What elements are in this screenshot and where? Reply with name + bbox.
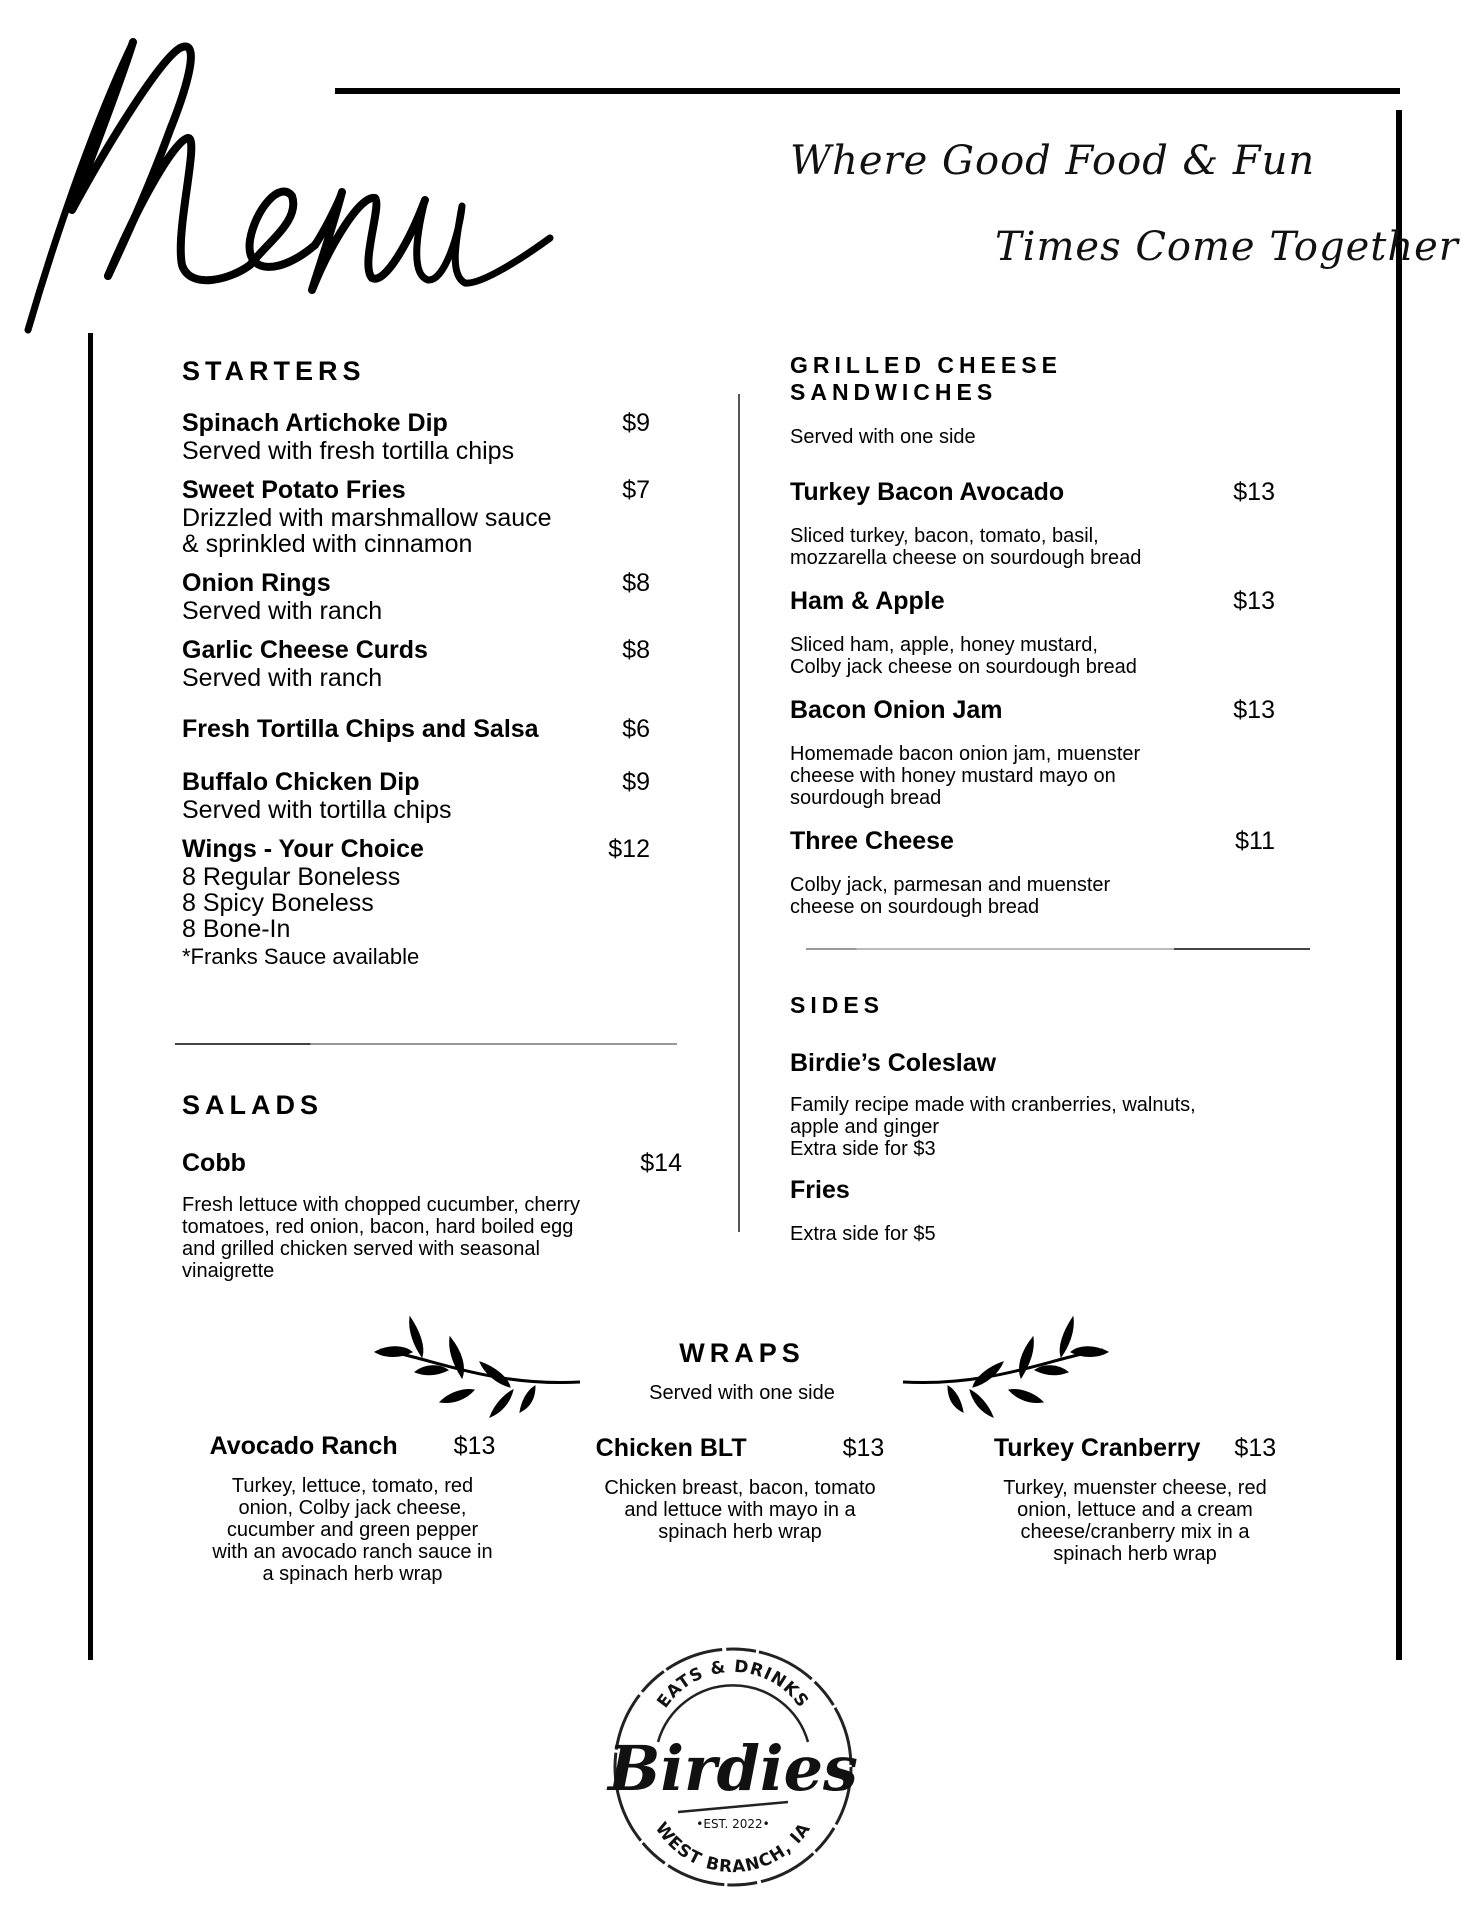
grilled-cheese-section — [790, 352, 1275, 936]
item-price: $9 — [622, 768, 650, 796]
item-description: Served with ranch — [182, 597, 383, 625]
menu-item — [790, 587, 1275, 678]
item-name: Bacon Onion Jam — [790, 696, 1003, 724]
wraps-subtitle: Served with one side — [649, 1382, 835, 1404]
item-option: 8 Spicy Boneless — [182, 889, 374, 917]
logo-top-arc: EATS & DRINKS — [653, 1656, 813, 1712]
item-description: onion, lettuce and a cream — [1017, 1499, 1253, 1521]
item-name: Garlic Cheese Curds — [182, 636, 428, 664]
item-price: $13 — [1233, 478, 1275, 506]
item-description: Sliced ham, apple, honey mustard, — [790, 634, 1098, 656]
tagline-line-2: Times Come Together — [995, 224, 1459, 270]
item-description: Colby jack, parmesan and muenster — [790, 874, 1111, 896]
item-description: Drizzled with marshmallow sauce — [182, 504, 552, 532]
item-name: Fresh Tortilla Chips and Salsa — [182, 715, 539, 743]
item-name: Fries — [790, 1176, 850, 1204]
item-price: $14 — [640, 1149, 682, 1177]
item-description: Fresh lettuce with chopped cucumber, cherry — [182, 1194, 580, 1216]
item-price: $13 — [1233, 696, 1275, 724]
item-description: vinaigrette — [182, 1260, 275, 1282]
tagline-line-1: Where Good Food & Fun — [790, 138, 1316, 184]
item-description: Chicken breast, bacon, tomato — [604, 1477, 876, 1499]
item-description: Served with tortilla chips — [182, 796, 452, 824]
item-description: cheese/cranberry mix in a — [1020, 1521, 1250, 1543]
item-description: spinach herb wrap — [1053, 1543, 1217, 1565]
item-description: with an avocado ranch sauce in — [212, 1541, 493, 1563]
item-name: Turkey Cranberry — [993, 1434, 1201, 1462]
grilled-cheese-heading: GRILLED CHEESE SANDWICHES — [790, 352, 1062, 405]
frame-left-line — [88, 333, 93, 1660]
item-name: Avocado Ranch — [209, 1432, 398, 1460]
frame-right-line — [1396, 110, 1402, 1660]
salads-heading: SALADS — [182, 1090, 324, 1120]
item-price: $6 — [622, 715, 650, 743]
item-description: and lettuce with mayo in a — [624, 1499, 856, 1521]
item-description: Served with fresh tortilla chips — [182, 437, 515, 465]
item-description: mozzarella cheese on sourdough bread — [790, 547, 1142, 569]
item-description: & sprinkled with cinnamon — [182, 530, 473, 558]
item-description: Homemade bacon onion jam, muenster — [790, 743, 1141, 765]
item-description: cucumber and green pepper — [226, 1519, 479, 1541]
leaf-branch-right-icon — [888, 1312, 1113, 1422]
starters-heading: STARTERS — [182, 356, 366, 386]
item-description: Extra side for $5 — [790, 1223, 936, 1245]
item-name: Three Cheese — [790, 827, 954, 855]
item-price: $9 — [622, 409, 650, 437]
item-description: Turkey, lettuce, tomato, red — [231, 1475, 474, 1497]
item-price: $8 — [622, 569, 650, 597]
item-name: Birdie’s Coleslaw — [790, 1049, 997, 1077]
item-name: Ham & Apple — [790, 587, 945, 615]
menu-item — [790, 478, 1275, 569]
item-description: Colby jack cheese on sourdough bread — [790, 656, 1137, 678]
item-price: $13 — [453, 1432, 496, 1460]
menu-item — [790, 827, 1275, 918]
logo-established: •EST. 2022• — [696, 1817, 770, 1831]
item-description: apple and ginger — [790, 1116, 940, 1138]
item-description: a spinach herb wrap — [262, 1563, 443, 1585]
item-name: Onion Rings — [182, 569, 331, 597]
item-price: $13 — [1233, 587, 1275, 615]
item-description: spinach herb wrap — [658, 1521, 822, 1543]
logo-bottom-arc: WEST BRANCH, IA — [650, 1818, 816, 1878]
item-description: cheese with honey mustard mayo on — [790, 765, 1116, 787]
sides-heading: SIDES — [790, 992, 885, 1018]
item-option: 8 Bone-In — [182, 915, 291, 943]
menu-item — [182, 409, 650, 464]
salads-section — [182, 1090, 682, 1282]
item-name: Cobb — [182, 1149, 246, 1177]
item-name: Buffalo Chicken Dip — [182, 768, 420, 796]
item-description: Turkey, muenster cheese, red — [1003, 1477, 1267, 1499]
menu-item — [182, 636, 650, 691]
item-name: Sweet Potato Fries — [182, 476, 406, 504]
divider-left — [175, 1043, 677, 1045]
menu-item — [182, 835, 650, 968]
item-description: cheese on sourdough bread — [790, 896, 1040, 918]
menu-item — [790, 696, 1275, 809]
item-description: sourdough bread — [790, 787, 942, 809]
menu-item — [182, 569, 650, 624]
item-description: Served with ranch — [182, 664, 383, 692]
item-price: $13 — [842, 1434, 885, 1462]
menu-item — [182, 768, 650, 823]
item-description: tomatoes, red onion, bacon, hard boiled egg — [182, 1216, 574, 1238]
item-description: and grilled chicken served with seasonal — [182, 1238, 540, 1260]
item-price: $11 — [1235, 827, 1275, 855]
item-name: Turkey Bacon Avocado — [790, 478, 1065, 506]
divider-vertical — [738, 394, 740, 1232]
item-description: Extra side for $3 — [790, 1138, 936, 1160]
wraps-heading: WRAPS — [679, 1338, 805, 1368]
starters-section — [182, 356, 650, 980]
item-description: Family recipe made with cranberries, walnuts, — [790, 1094, 1196, 1116]
wrap-item — [570, 1434, 910, 1543]
wrap-item — [965, 1434, 1305, 1565]
section-subtitle: Served with one side — [790, 426, 976, 448]
item-name: Wings - Your Choice — [182, 835, 424, 863]
item-price: $12 — [608, 835, 650, 863]
menu-script-title — [0, 0, 720, 340]
item-option: 8 Regular Boneless — [182, 863, 401, 891]
item-description: Sliced turkey, bacon, tomato, basil, — [790, 525, 1099, 547]
wrap-item — [180, 1432, 525, 1585]
birdies-logo — [598, 1632, 868, 1902]
item-note: *Franks Sauce available — [182, 944, 420, 969]
item-price: $7 — [622, 476, 650, 504]
menu-item — [182, 476, 650, 557]
item-description: onion, Colby jack cheese, — [238, 1497, 467, 1519]
item-price: $8 — [622, 636, 650, 664]
logo-name: Birdies — [608, 1732, 858, 1805]
item-name: Chicken BLT — [595, 1434, 747, 1462]
item-price: $13 — [1234, 1434, 1277, 1462]
sides-section — [790, 992, 1280, 1245]
item-name: Spinach Artichoke Dip — [182, 409, 448, 437]
divider-right — [806, 948, 1310, 950]
menu-item — [182, 715, 650, 744]
